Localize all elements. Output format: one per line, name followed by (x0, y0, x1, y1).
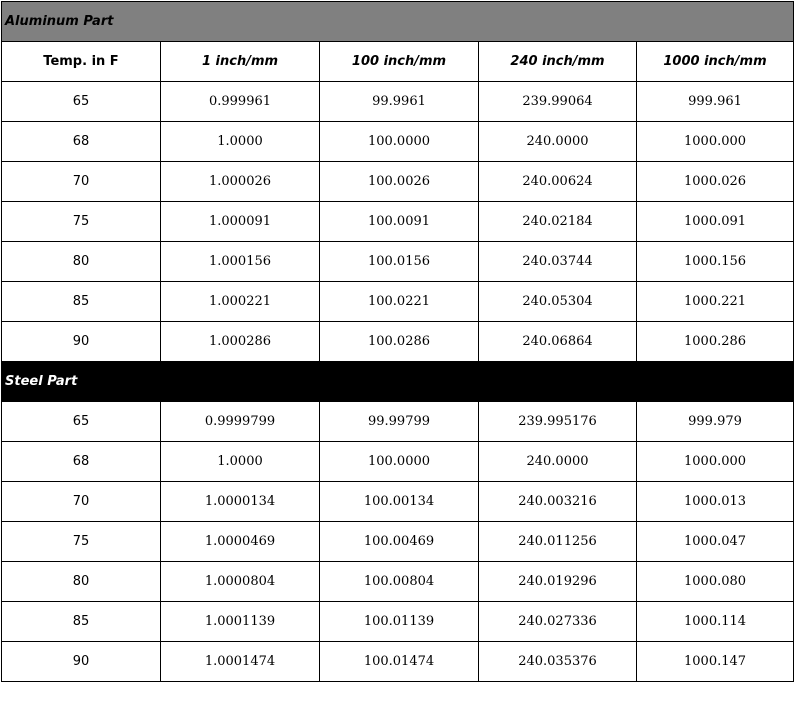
table-row (2, 602, 794, 642)
table-row (2, 402, 794, 442)
measurement-cell: 1000.026 (637, 162, 794, 202)
measurement-cell: 1000.091 (637, 202, 794, 242)
measurement-cell: 1.0000134 (161, 482, 320, 522)
measurement-cell: 1000.114 (637, 602, 794, 642)
measurement-cell: 240.019296 (479, 562, 637, 602)
measurement-cell: 1.0000469 (161, 522, 320, 562)
column-header-1-inch: 1 inch/mm (161, 42, 320, 82)
temperature-cell: 68 (2, 122, 161, 162)
measurement-cell: 1000.286 (637, 322, 794, 362)
table-row (2, 442, 794, 482)
temperature-cell: 75 (2, 202, 161, 242)
measurement-cell: 100.01474 (320, 642, 479, 682)
column-header-240-inch: 240 inch/mm (479, 42, 637, 82)
measurement-cell: 240.011256 (479, 522, 637, 562)
table-row (2, 522, 794, 562)
table-row (2, 202, 794, 242)
measurement-cell: 100.00804 (320, 562, 479, 602)
temperature-cell: 85 (2, 282, 161, 322)
temperature-cell: 90 (2, 642, 161, 682)
aluminum-section-header (2, 2, 794, 42)
temperature-cell: 75 (2, 522, 161, 562)
column-header-temp: Temp. in F (2, 42, 161, 82)
table-row (2, 282, 794, 322)
measurement-cell: 239.995176 (479, 402, 637, 442)
measurement-cell: 99.99799 (320, 402, 479, 442)
measurement-cell: 999.961 (637, 82, 794, 122)
measurement-cell: 1.000221 (161, 282, 320, 322)
measurement-cell: 999.979 (637, 402, 794, 442)
measurement-cell: 100.0000 (320, 122, 479, 162)
steel-section-title: Steel Part (2, 362, 794, 402)
temperature-cell: 68 (2, 442, 161, 482)
measurement-cell: 240.035376 (479, 642, 637, 682)
table-row (2, 642, 794, 682)
thermal-expansion-table (1, 1, 794, 682)
measurement-cell: 1000.013 (637, 482, 794, 522)
steel-rows (2, 402, 794, 682)
measurement-cell: 240.03744 (479, 242, 637, 282)
temperature-cell: 65 (2, 402, 161, 442)
measurement-cell: 240.05304 (479, 282, 637, 322)
measurement-cell: 100.0000 (320, 442, 479, 482)
measurement-cell: 1000.147 (637, 642, 794, 682)
measurement-cell: 1000.221 (637, 282, 794, 322)
measurement-cell: 240.003216 (479, 482, 637, 522)
column-header-row (2, 42, 794, 82)
measurement-cell: 240.02184 (479, 202, 637, 242)
measurement-cell: 100.00134 (320, 482, 479, 522)
measurement-cell: 100.0156 (320, 242, 479, 282)
temperature-cell: 80 (2, 242, 161, 282)
measurement-cell: 100.0091 (320, 202, 479, 242)
table-row (2, 482, 794, 522)
measurement-cell: 240.027336 (479, 602, 637, 642)
measurement-cell: 240.00624 (479, 162, 637, 202)
aluminum-section-title: Aluminum Part (2, 2, 794, 42)
measurement-cell: 0.9999799 (161, 402, 320, 442)
temperature-cell: 85 (2, 602, 161, 642)
table-row (2, 242, 794, 282)
column-header-100-inch: 100 inch/mm (320, 42, 479, 82)
measurement-cell: 1.000026 (161, 162, 320, 202)
table-row (2, 122, 794, 162)
measurement-cell: 1000.000 (637, 122, 794, 162)
measurement-cell: 100.0286 (320, 322, 479, 362)
temperature-cell: 90 (2, 322, 161, 362)
measurement-cell: 1.000091 (161, 202, 320, 242)
table-row (2, 562, 794, 602)
measurement-cell: 240.0000 (479, 442, 637, 482)
temperature-cell: 70 (2, 162, 161, 202)
measurement-cell: 239.99064 (479, 82, 637, 122)
measurement-cell: 0.999961 (161, 82, 320, 122)
measurement-cell: 1.000156 (161, 242, 320, 282)
measurement-cell: 1.0001474 (161, 642, 320, 682)
measurement-cell: 1000.047 (637, 522, 794, 562)
measurement-cell: 1.0000 (161, 442, 320, 482)
measurement-cell: 240.0000 (479, 122, 637, 162)
measurement-cell: 1.000286 (161, 322, 320, 362)
measurement-cell: 240.06864 (479, 322, 637, 362)
measurement-cell: 1.0000804 (161, 562, 320, 602)
measurement-cell: 100.00469 (320, 522, 479, 562)
measurement-cell: 100.0026 (320, 162, 479, 202)
table-row (2, 162, 794, 202)
temperature-cell: 65 (2, 82, 161, 122)
measurement-cell: 1000.080 (637, 562, 794, 602)
temperature-cell: 70 (2, 482, 161, 522)
measurement-cell: 1000.156 (637, 242, 794, 282)
table-row (2, 82, 794, 122)
measurement-cell: 1000.000 (637, 442, 794, 482)
steel-section-header (2, 362, 794, 402)
temperature-cell: 80 (2, 562, 161, 602)
measurement-cell: 1.0001139 (161, 602, 320, 642)
aluminum-rows (2, 82, 794, 362)
measurement-cell: 100.01139 (320, 602, 479, 642)
measurement-cell: 1.0000 (161, 122, 320, 162)
table-row (2, 322, 794, 362)
measurement-cell: 100.0221 (320, 282, 479, 322)
column-header-1000-inch: 1000 inch/mm (637, 42, 794, 82)
measurement-cell: 99.9961 (320, 82, 479, 122)
